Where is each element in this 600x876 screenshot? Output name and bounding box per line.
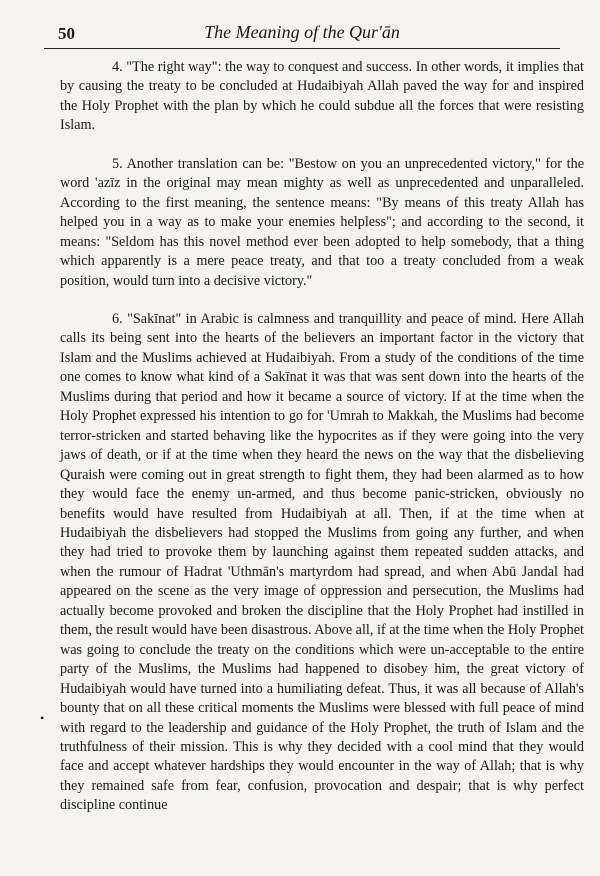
- note-text: "The right way": the way to conquest and success. In other words, it implies that by causing the treaty to be concluded at Hudaibiyah Allah paved the way for and inspired the Holy Prophet with the plan by which he could subdue all the forces that were resisting Islam.: [60, 59, 584, 134]
- page-number: 50: [58, 24, 75, 43]
- note-label: 4.: [112, 59, 123, 75]
- note-text: Another translation can be: "Bestow on you an unprecedented victory," for the word 'azīz in the original may mean mighty as well as unprecedented and unparalleled. According to the first meaning, the sentence means: "By means of this treaty Allah has helped you in a way as to make your enemies helpless"; and according to the second, it means: "Seldom has this novel method ever been adopted to help somebody, that a thing which apparently is a mere peace treaty, and that too a treaty concluded from a weak position, would turn into a decisive victory.": [60, 155, 585, 289]
- running-title: The Meaning of the Qur'ān: [204, 22, 400, 42]
- page-body: [60, 58, 584, 816]
- note-label: 6.: [112, 310, 123, 327]
- page-header: [44, 22, 560, 44]
- note-label: 5.: [112, 155, 123, 172]
- header-rule: [44, 48, 560, 49]
- note-6: [60, 310, 584, 816]
- note-4: [60, 58, 584, 136]
- note-5: [60, 155, 584, 291]
- margin-mark: •: [40, 711, 45, 725]
- note-text: "Sakīnat" in Arabic is calmness and tranquillity and peace of mind. Here Allah calls its being sent into the hearts of the believers an important factor in the victory that Islam and the Muslims achieved at Hudaibiyah. From a study of the conditions of the time one comes to know what kind of a Sakīnat it was that was sent down into the hearts of the Muslims during that period and how it became a source of victory. If at the time when the Holy Prophet expressed his intention to go for 'Umrah to Makkah, the Muslims had become terror-stricken and started behaving like the hypocrites as if they were going into the very jaws of death, or if at the time when they heard the news on the way that the disbelieving Quraish were coming out in great strength to fight them, they had been alarmed as to how they would face the enemy un-armed, and thus become panic-stricken, obviously no benefits would have resulted from Hudaibiyah at all. Then, if at the time when at Hudaibiyah the disbelievers had stopped the Muslims from going any further, and when they had tried to provoke them by launching against them repeated sudden attacks, and when the rumour of Hadrat 'Uthmān's martyrdom had spread, and when Abū Jandal had appeared on the scene as the very image of oppression and persecution, the Muslims had actually become provoked and broken the discipline that the Holy Prophet had instilled in them, the result would have been disastrous. Above all, if at the time when the Holy Prophet was going to conclude the treaty on the conditions which were un-acceptable to the entire party of the Muslims, the Muslims had happened to disobey him, the great victory of Hudaibiyah would have turned into a humiliating defeat. Thus, it was all because of Allah's bounty that on all these critical moments the Muslims were blessed with full peace of mind with regard to the leadership and guidance of the Holy Prophet, the truth of Islam and the truthfulness of their mission. This is why they decided with a cool mind that they would face and accept whatever hardships they would encounter in the way of Allah; that is why they remained safe from fear, confusion, provocation and despair; that is why perfect discipline continue: [60, 310, 585, 814]
